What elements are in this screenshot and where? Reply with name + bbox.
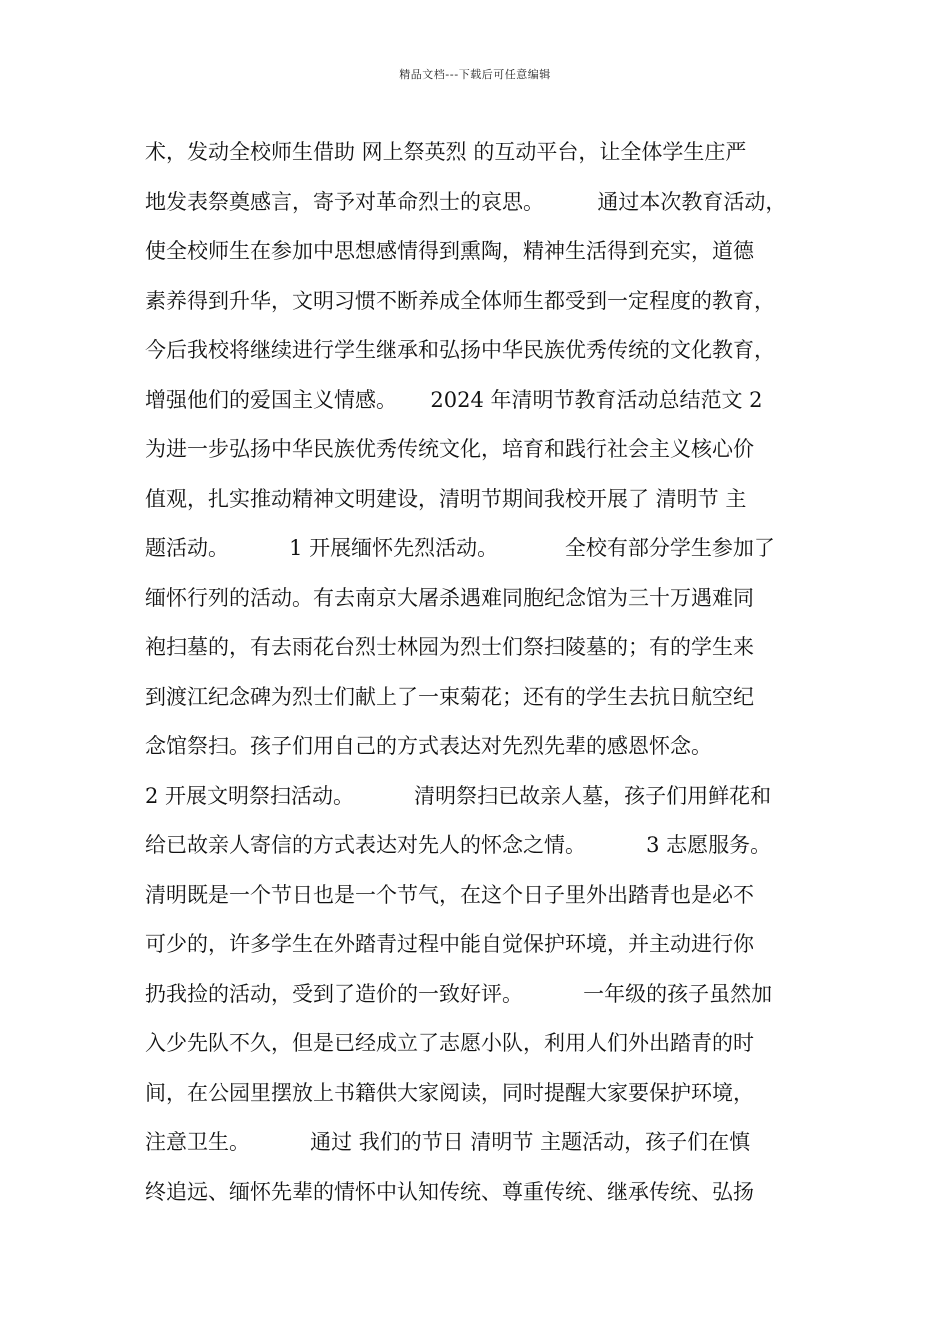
text-line: 使全校师生在参加中思想感情得到熏陶，精神生活得到充实，道德 xyxy=(145,239,754,263)
text-line: 可少的，许多学生在外踏青过程中能自觉保护环境，并主动进行你 xyxy=(145,932,754,956)
text-line: 念馆祭扫。孩子们用自己的方式表达对先烈先辈的感恩怀念。 xyxy=(145,734,712,758)
text-line: 题活动。 1 开展缅怀先烈活动。 全校有部分学生参加了 xyxy=(145,536,775,560)
text-line: 到渡江纪念碑为烈士们献上了一束菊花；还有的学生去抗日航空纪 xyxy=(145,684,754,709)
page-header: 精品文档---下载后可任意编辑 xyxy=(399,68,551,81)
text-line: 素养得到升华，文明习惯不断养成全体师生都受到一定程度的教育， xyxy=(145,288,775,313)
text-line: 给已故亲人寄信的方式表达对先人的怀念之情。 3 志愿服务。 xyxy=(145,833,772,857)
text-line: 扔我捡的活动，受到了造价的一致好评。 一年级的孩子虽然加 xyxy=(145,981,773,1006)
text-line: 缅怀行列的活动。有去南京大屠杀遇难同胞纪念馆为三十万遇难同 xyxy=(145,585,754,610)
text-line: 2 开展文明祭扫活动。 清明祭扫已故亲人墓，孩子们用鲜花和 xyxy=(145,783,772,808)
text-line: 地发表祭奠感言，寄予对革命烈士的哀思。 通过本次教育活动， xyxy=(145,189,787,214)
text-line: 增强他们的爱国主义情感。 2024 年清明节教育活动总结范文 2 xyxy=(145,387,763,412)
text-line: 袍扫墓的，有去雨花台烈士林园为烈士们祭扫陵墓的；有的学生来 xyxy=(145,635,754,659)
text-line: 入少先队不久，但是已经成立了志愿小队，利用人们外出踏青的时 xyxy=(145,1031,754,1055)
text-line: 值观，扎实推动精神文明建设，清明节期间我校开展了 清明节 主 xyxy=(145,486,747,511)
text-line: 清明既是一个节日也是一个节气，在这个日子里外出踏青也是必不 xyxy=(145,882,754,907)
text-line: 为进一步弘扬中华民族优秀传统文化，培育和践行社会主义核心价 xyxy=(145,437,754,461)
text-line: 今后我校将继续进行学生继承和弘扬中华民族优秀传统的文化教育， xyxy=(145,338,775,362)
text-line: 注意卫生。 通过 我们的节日 清明节 主题活动，孩子们在慎 xyxy=(145,1130,751,1154)
text-line: 术，发动全校师生借助 网上祭英烈 的互动平台，让全体学生庄严 xyxy=(145,140,747,164)
text-line: 终追远、缅怀先辈的情怀中认知传统、尊重传统、继承传统、弘扬 xyxy=(145,1179,754,1204)
body-text xyxy=(145,128,825,1217)
text-line: 间，在公园里摆放上书籍供大家阅读，同时提醒大家要保护环境， xyxy=(145,1080,754,1105)
